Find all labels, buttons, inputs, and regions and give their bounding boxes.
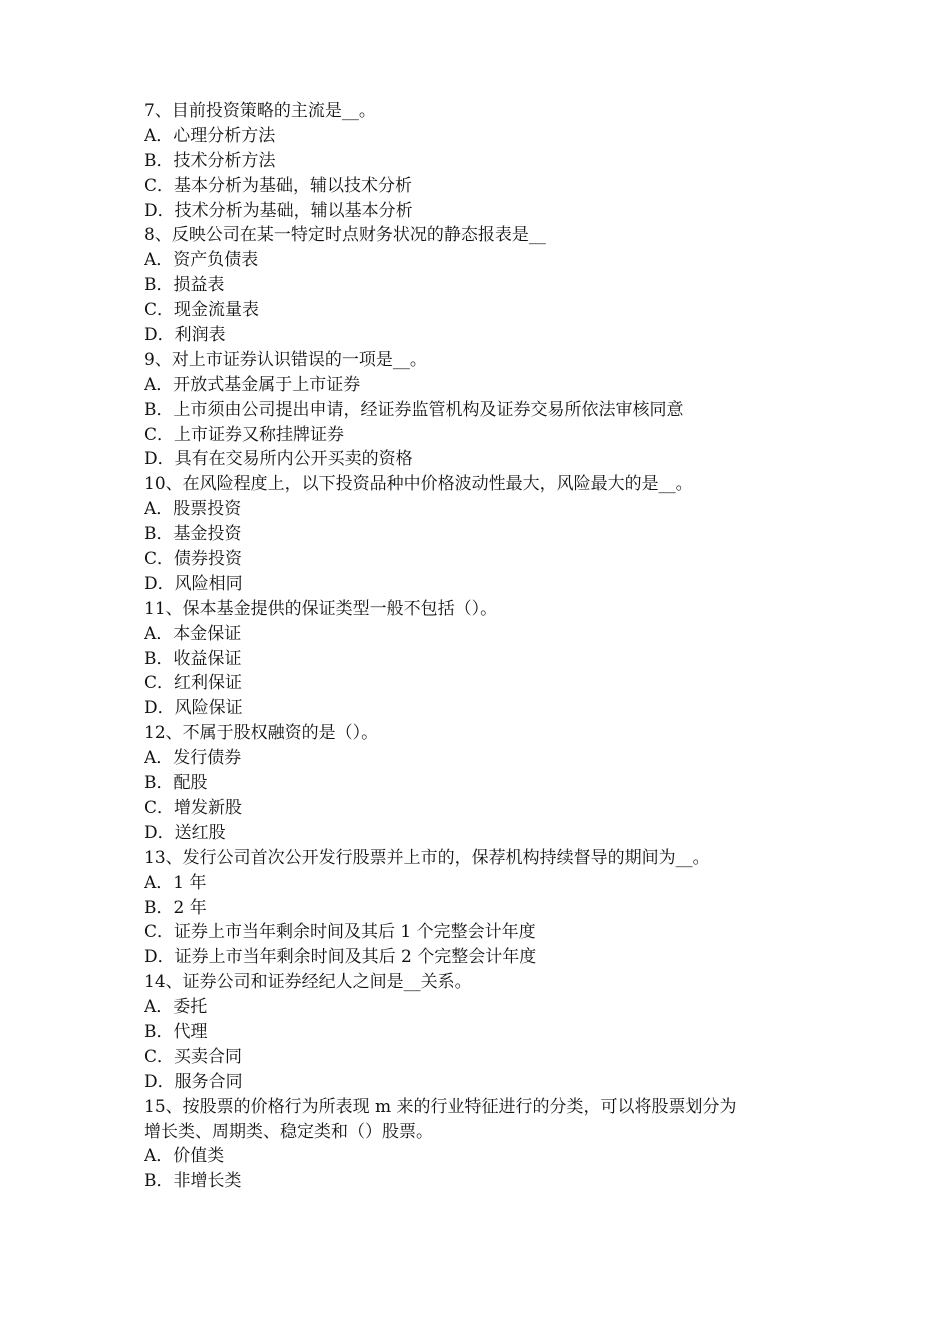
q12-option-a: A．发行债券 xyxy=(144,748,242,769)
question-15-line-2: 增长类、周期类、稳定类和（）股票。 xyxy=(144,1121,433,1142)
q9-option-d: D．具有在交易所内公开买卖的资格 xyxy=(144,449,413,470)
question-13: 13、发行公司首次公开发行股票并上市的，保荐机构持续督导的期间为__。 xyxy=(144,847,710,868)
q10-option-b: B．基金投资 xyxy=(144,524,242,545)
q9-option-a: A．开放式基金属于上市证券 xyxy=(144,374,361,395)
question-15-line-1: 15、按股票的价格行为所表现 m 来的行业特征进行的分类，可以将股票划分为 xyxy=(144,1096,737,1117)
q13-option-b: B．2 年 xyxy=(144,897,207,918)
q11-option-a: A．本金保证 xyxy=(144,623,242,644)
q13-option-a: A．1 年 xyxy=(144,872,207,893)
q8-option-a: A．资产负债表 xyxy=(144,250,259,271)
q11-option-c: C．红利保证 xyxy=(144,673,243,694)
question-9: 9、对上市证券认识错误的一项是__。 xyxy=(144,349,427,370)
q14-option-c: C．买卖合同 xyxy=(144,1046,243,1067)
q9-option-b: B．上市须由公司提出申请，经证券监管机构及证券交易所依法审核同意 xyxy=(144,399,684,420)
q7-option-a: A．心理分析方法 xyxy=(144,125,276,146)
question-12: 12、不属于股权融资的是（）。 xyxy=(144,723,379,744)
q11-option-b: B．收益保证 xyxy=(144,648,242,669)
q14-option-a: A．委托 xyxy=(144,997,208,1018)
document-page xyxy=(144,99,816,1194)
q8-option-d: D．利润表 xyxy=(144,325,226,346)
q13-option-c: C．证券上市当年剩余时间及其后 1 个完整会计年度 xyxy=(144,922,536,943)
question-7: 7、目前投资策略的主流是__。 xyxy=(144,101,376,121)
question-11: 11、保本基金提供的保证类型一般不包括（）。 xyxy=(144,598,498,619)
question-8: 8、反映公司在某一特定时点财务状况的静态报表是__ xyxy=(144,225,546,246)
q7-option-c: C．基本分析为基础，辅以技术分析 xyxy=(144,175,413,196)
q10-option-a: A．股票投资 xyxy=(144,499,242,520)
q7-option-b: B．技术分析方法 xyxy=(144,150,276,171)
q10-option-c: C．债券投资 xyxy=(144,549,243,570)
q14-option-d: D．服务合同 xyxy=(144,1071,243,1092)
q12-option-b: B．配股 xyxy=(144,773,208,794)
q9-option-c: C．上市证券又称挂牌证券 xyxy=(144,424,345,445)
q12-option-c: C．增发新股 xyxy=(144,797,243,818)
q10-option-d: D．风险相同 xyxy=(144,573,243,594)
q12-option-d: D．送红股 xyxy=(144,822,226,843)
q8-option-b: B．损益表 xyxy=(144,275,225,296)
q15-option-b: B．非增长类 xyxy=(144,1171,242,1192)
q15-option-a: A．价值类 xyxy=(144,1146,225,1167)
question-10: 10、在风险程度上，以下投资品种中价格波动性最大，风险最大的是__。 xyxy=(144,474,693,495)
q7-option-d: D．技术分析为基础，辅以基本分析 xyxy=(144,200,413,221)
q11-option-d: D．风险保证 xyxy=(144,698,243,719)
question-14: 14、证券公司和证券经纪人之间是__关系。 xyxy=(144,972,472,993)
q8-option-c: C．现金流量表 xyxy=(144,300,260,321)
q14-option-b: B．代理 xyxy=(144,1021,208,1042)
q13-option-d: D．证券上市当年剩余时间及其后 2 个完整会计年度 xyxy=(144,947,537,968)
